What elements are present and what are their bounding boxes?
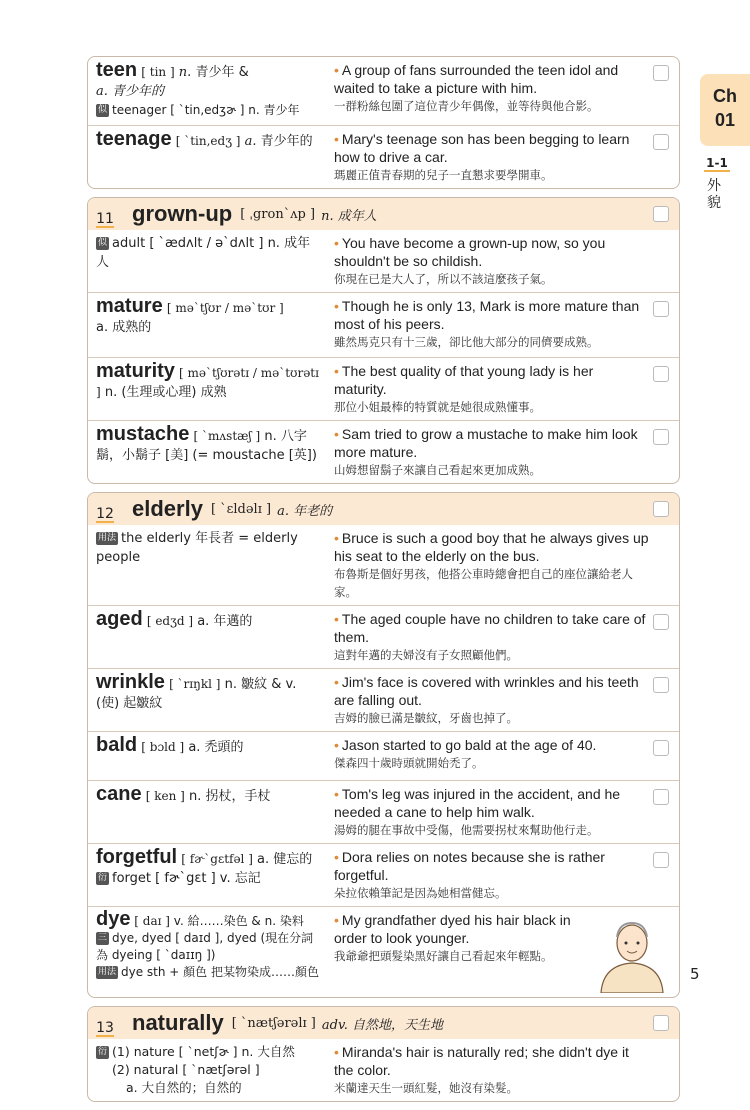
example-zh: 朵拉依賴筆記是因為她相當健忘。	[334, 886, 507, 900]
headword: dye	[96, 908, 131, 930]
headword: naturally	[132, 1010, 224, 1035]
entry-block-top	[87, 56, 680, 189]
pronunciation: [ ken ]	[145, 789, 185, 803]
example-en: • Jason started to go bald at the age of 40.	[334, 736, 649, 754]
example	[328, 57, 679, 125]
entry-row-wrinkle	[88, 668, 679, 731]
entry-row-bald	[88, 731, 679, 780]
tag-badge: 似	[98, 105, 108, 115]
entry-left	[88, 230, 328, 292]
part-of-speech: n.	[178, 65, 192, 80]
pronunciation: [ edʒd ]	[146, 614, 194, 628]
part-of-speech: a.	[244, 134, 257, 149]
example-en: • Sam tried to grow a mustache to make him look more mature.	[334, 425, 649, 461]
related-word: teenager [ ˋtin,edʒɚ ] n. 青少年	[112, 103, 300, 117]
example	[328, 230, 679, 292]
pronunciation: [ fɚˋgɛtfəl ]	[181, 852, 253, 866]
chapter-sidebar	[700, 74, 750, 224]
example-zh: 山姆想留鬍子來讓自己看起來更加成熟。	[334, 463, 541, 477]
definition-2: a. 青少年的	[96, 84, 165, 99]
example-zh: 你現在已是大人了，所以不該這麼孩子氣。	[334, 272, 553, 286]
example	[328, 126, 679, 188]
example-zh: 傑森四十歲時頭就開始禿了。	[334, 756, 484, 770]
checkbox[interactable]	[653, 429, 669, 445]
tag-badge: 衍	[98, 1047, 108, 1057]
usage-note: dye sth + 顏色 把某物染成……顏色	[121, 965, 319, 979]
entry-row-forgetful	[88, 843, 679, 906]
definition: n. 八字鬍，小鬍子 [美] (= moustache [英])	[96, 429, 317, 463]
entry-row-teenage	[88, 125, 679, 188]
headword: forgetful	[96, 846, 178, 868]
pronunciation: [ ˋtin,edʒ ]	[175, 134, 241, 148]
example-zh: 湯姆的腿在事故中受傷，他需要拐杖來幫助他行走。	[334, 823, 599, 837]
entry-row-mature	[88, 292, 679, 357]
tag-badge: 三	[98, 933, 108, 943]
definition: a. 大自然的；自然的	[126, 1080, 242, 1095]
example-zh: 雖然馬克只有十三歲，卻比他大部分的同儕要成熟。	[334, 335, 599, 349]
definition: a. 成熟的	[96, 320, 152, 335]
example-en: • A group of fans surrounded the teen idol and waited to take a picture with him.	[334, 61, 649, 97]
entry-number: 12	[88, 493, 122, 525]
example-en: • Miranda's hair is naturally red; she didn't dye it the color.	[334, 1043, 649, 1079]
example-en: • Tom's leg was injured in the accident, and he needed a cane to help him walk.	[334, 785, 649, 821]
entry-row-maturity	[88, 357, 679, 420]
entry-row-aged	[88, 605, 679, 668]
example	[328, 1039, 679, 1101]
definition: a. 年邁的	[197, 614, 253, 629]
entry-left	[88, 421, 328, 483]
entry-left	[88, 126, 328, 188]
pronunciation: [ ˋrɪŋkl ]	[169, 677, 221, 691]
headword: bald	[96, 734, 138, 756]
related-word: adult [ ˋædʌlt / əˋdʌlt ] n. 成年人	[96, 236, 311, 270]
pronunciation: [ ˋnætʃərəlɪ ]	[231, 1015, 316, 1031]
example-en: • Bruce is such a good boy that he always gives up his seat to the elderly on the bus.	[334, 529, 649, 565]
example	[328, 781, 679, 843]
entry-left	[88, 293, 328, 357]
checkbox[interactable]	[653, 1015, 669, 1031]
entry-left	[88, 606, 328, 668]
entry-left	[88, 525, 328, 605]
entry-row	[88, 230, 679, 292]
example-en: • You have become a grown-up now, so you shouldn't be so childish.	[334, 234, 649, 270]
definition: n. (生理或心理) 成熟	[104, 385, 227, 400]
definition: n. 拐杖，手杖	[188, 789, 271, 804]
related-word: (2) natural [ ˋnætʃərəl ]	[112, 1062, 260, 1077]
checkbox[interactable]	[653, 789, 669, 805]
headword: teenage	[96, 128, 172, 150]
example-en: • Mary's teenage son has been begging to learn how to drive a car.	[334, 130, 649, 166]
headword: cane	[96, 783, 142, 805]
headword: mature	[96, 295, 163, 317]
example-zh: 瑪麗正值青春期的兒子一直懇求要學開車。	[334, 168, 553, 182]
definition: 青少年 &	[195, 65, 249, 80]
tag-badge: 似	[98, 238, 108, 248]
checkbox[interactable]	[653, 206, 669, 222]
pronunciation: [ ˋɛldəlɪ ]	[210, 501, 272, 517]
pronunciation: [ ˋmʌstæʃ ]	[193, 429, 261, 443]
entry-left	[88, 781, 328, 843]
chapter-label: Ch	[713, 86, 737, 106]
example-en: • The aged couple have no children to take care of them.	[334, 610, 649, 646]
checkbox[interactable]	[653, 852, 669, 868]
example-en: • Dora relies on notes because she is rather forgetful.	[334, 848, 649, 884]
tag-badge: 用法	[98, 967, 117, 977]
tag-badge: 用法	[98, 533, 117, 543]
entry-left	[88, 358, 328, 420]
example-en: • Jim's face is covered with wrinkles and his teeth are falling out.	[334, 673, 649, 709]
entry-left	[88, 57, 328, 125]
related-word: forget [ fɚˋgɛt ] v. 忘記	[112, 871, 261, 886]
example	[328, 606, 679, 668]
example	[328, 732, 679, 780]
example	[328, 525, 679, 605]
pronunciation: [ ˌgronˋʌp ]	[240, 206, 316, 222]
example-zh: 布魯斯是個好男孩，他搭公車時總會把自己的座位讓給老人家。	[334, 567, 633, 599]
checkbox[interactable]	[653, 366, 669, 382]
checkbox[interactable]	[653, 301, 669, 317]
example	[328, 669, 679, 731]
definition: 青少年的	[260, 134, 313, 149]
entry-row	[88, 525, 679, 605]
definition: n. 成年人	[321, 208, 377, 224]
entry-row-mustache	[88, 420, 679, 483]
example-zh: 我爺爺把頭髮染黑好讓自己看起來年輕點。	[334, 949, 553, 963]
headword: teen	[96, 59, 138, 81]
entry-block-13	[87, 1006, 680, 1102]
entry-row-dye	[88, 906, 679, 997]
checkbox[interactable]	[653, 134, 669, 150]
example-en: • My grandfather dyed his hair black in order to look younger.	[334, 911, 589, 947]
entry-row	[88, 1039, 679, 1101]
definition: a. 年老的	[277, 503, 333, 519]
checkbox[interactable]	[653, 614, 669, 630]
entry-row-cane	[88, 780, 679, 843]
example-zh: 米蘭達天生一頭紅髮，她沒有染髮。	[334, 1081, 518, 1095]
entry-number: 13	[88, 1007, 122, 1039]
definition: v. 給……染色 & n. 染料	[173, 914, 304, 928]
entry-block-12	[87, 492, 680, 998]
section-title: 外貌	[707, 178, 721, 211]
block-header	[88, 198, 679, 230]
example-zh: 那位小姐最棒的特質就是她很成熟懂事。	[334, 400, 541, 414]
chapter-number: 01	[714, 110, 736, 130]
page-content	[87, 56, 680, 1110]
example	[328, 293, 679, 357]
entry-left	[88, 907, 328, 997]
example	[328, 358, 679, 420]
tag-badge: 衍	[98, 873, 108, 883]
pronunciation: [ tin ]	[141, 65, 175, 79]
entry-number: 11	[88, 198, 122, 230]
checkbox[interactable]	[653, 740, 669, 756]
entry-block-11	[87, 197, 680, 484]
entry-left	[88, 844, 328, 906]
pronunciation: [ məˋtʃʊr / məˋtʊr ]	[166, 301, 284, 315]
entry-left	[88, 732, 328, 780]
pronunciation: [ məˋtʃʊrətɪ / məˋtʊrətɪ ]	[96, 366, 319, 399]
example-zh: 吉姆的臉已滿是皺紋，牙齒也掉了。	[334, 711, 518, 725]
example-en: • Though he is only 13, Mark is more mature than most of his peers.	[334, 297, 649, 333]
checkbox[interactable]	[653, 65, 669, 81]
definition: n. 皺紋 & v. (使) 起皺紋	[96, 677, 297, 711]
entry-left	[88, 1039, 328, 1101]
checkbox[interactable]	[653, 677, 669, 693]
definition: adv. 自然地，天生地	[321, 1017, 444, 1033]
example	[328, 421, 679, 483]
definition: a. 健忘的	[257, 852, 313, 867]
verb-forms: dye, dyed [ daɪd ], dyed (現在分詞為 dyeing [ ˋdaɪɪŋ ])	[96, 931, 314, 962]
definition: a. 禿頭的	[188, 740, 244, 755]
entry-left	[88, 669, 328, 731]
example-zh: 這對年邁的夫婦沒有子女照顧他們。	[334, 648, 518, 662]
block-header	[88, 493, 679, 525]
example-en: • The best quality of that young lady is her maturity.	[334, 362, 649, 398]
pronunciation: [ bɔld ]	[141, 740, 185, 754]
example-zh: 一群粉絲包圍了這位青少年偶像，並等待與他合影。	[334, 99, 599, 113]
pronunciation: [ daɪ ]	[134, 914, 170, 928]
grandfather-illustration	[593, 913, 671, 993]
usage-note: the elderly 年長者 = elderly people	[96, 531, 298, 565]
headword: wrinkle	[96, 671, 165, 693]
related-word: (1) nature [ ˋnetʃɚ ] n. 大自然	[112, 1044, 295, 1059]
section-number: 1-1	[704, 156, 730, 172]
chapter-tab[interactable]	[700, 74, 750, 146]
entry-row-teen	[88, 57, 679, 125]
block-header	[88, 1007, 679, 1039]
example	[328, 844, 679, 906]
headword: grown-up	[132, 201, 233, 226]
headword: mustache	[96, 423, 190, 445]
headword: elderly	[132, 496, 203, 521]
headword: maturity	[96, 360, 175, 382]
headword: aged	[96, 608, 143, 630]
page-number: 5	[690, 965, 700, 983]
checkbox[interactable]	[653, 501, 669, 517]
